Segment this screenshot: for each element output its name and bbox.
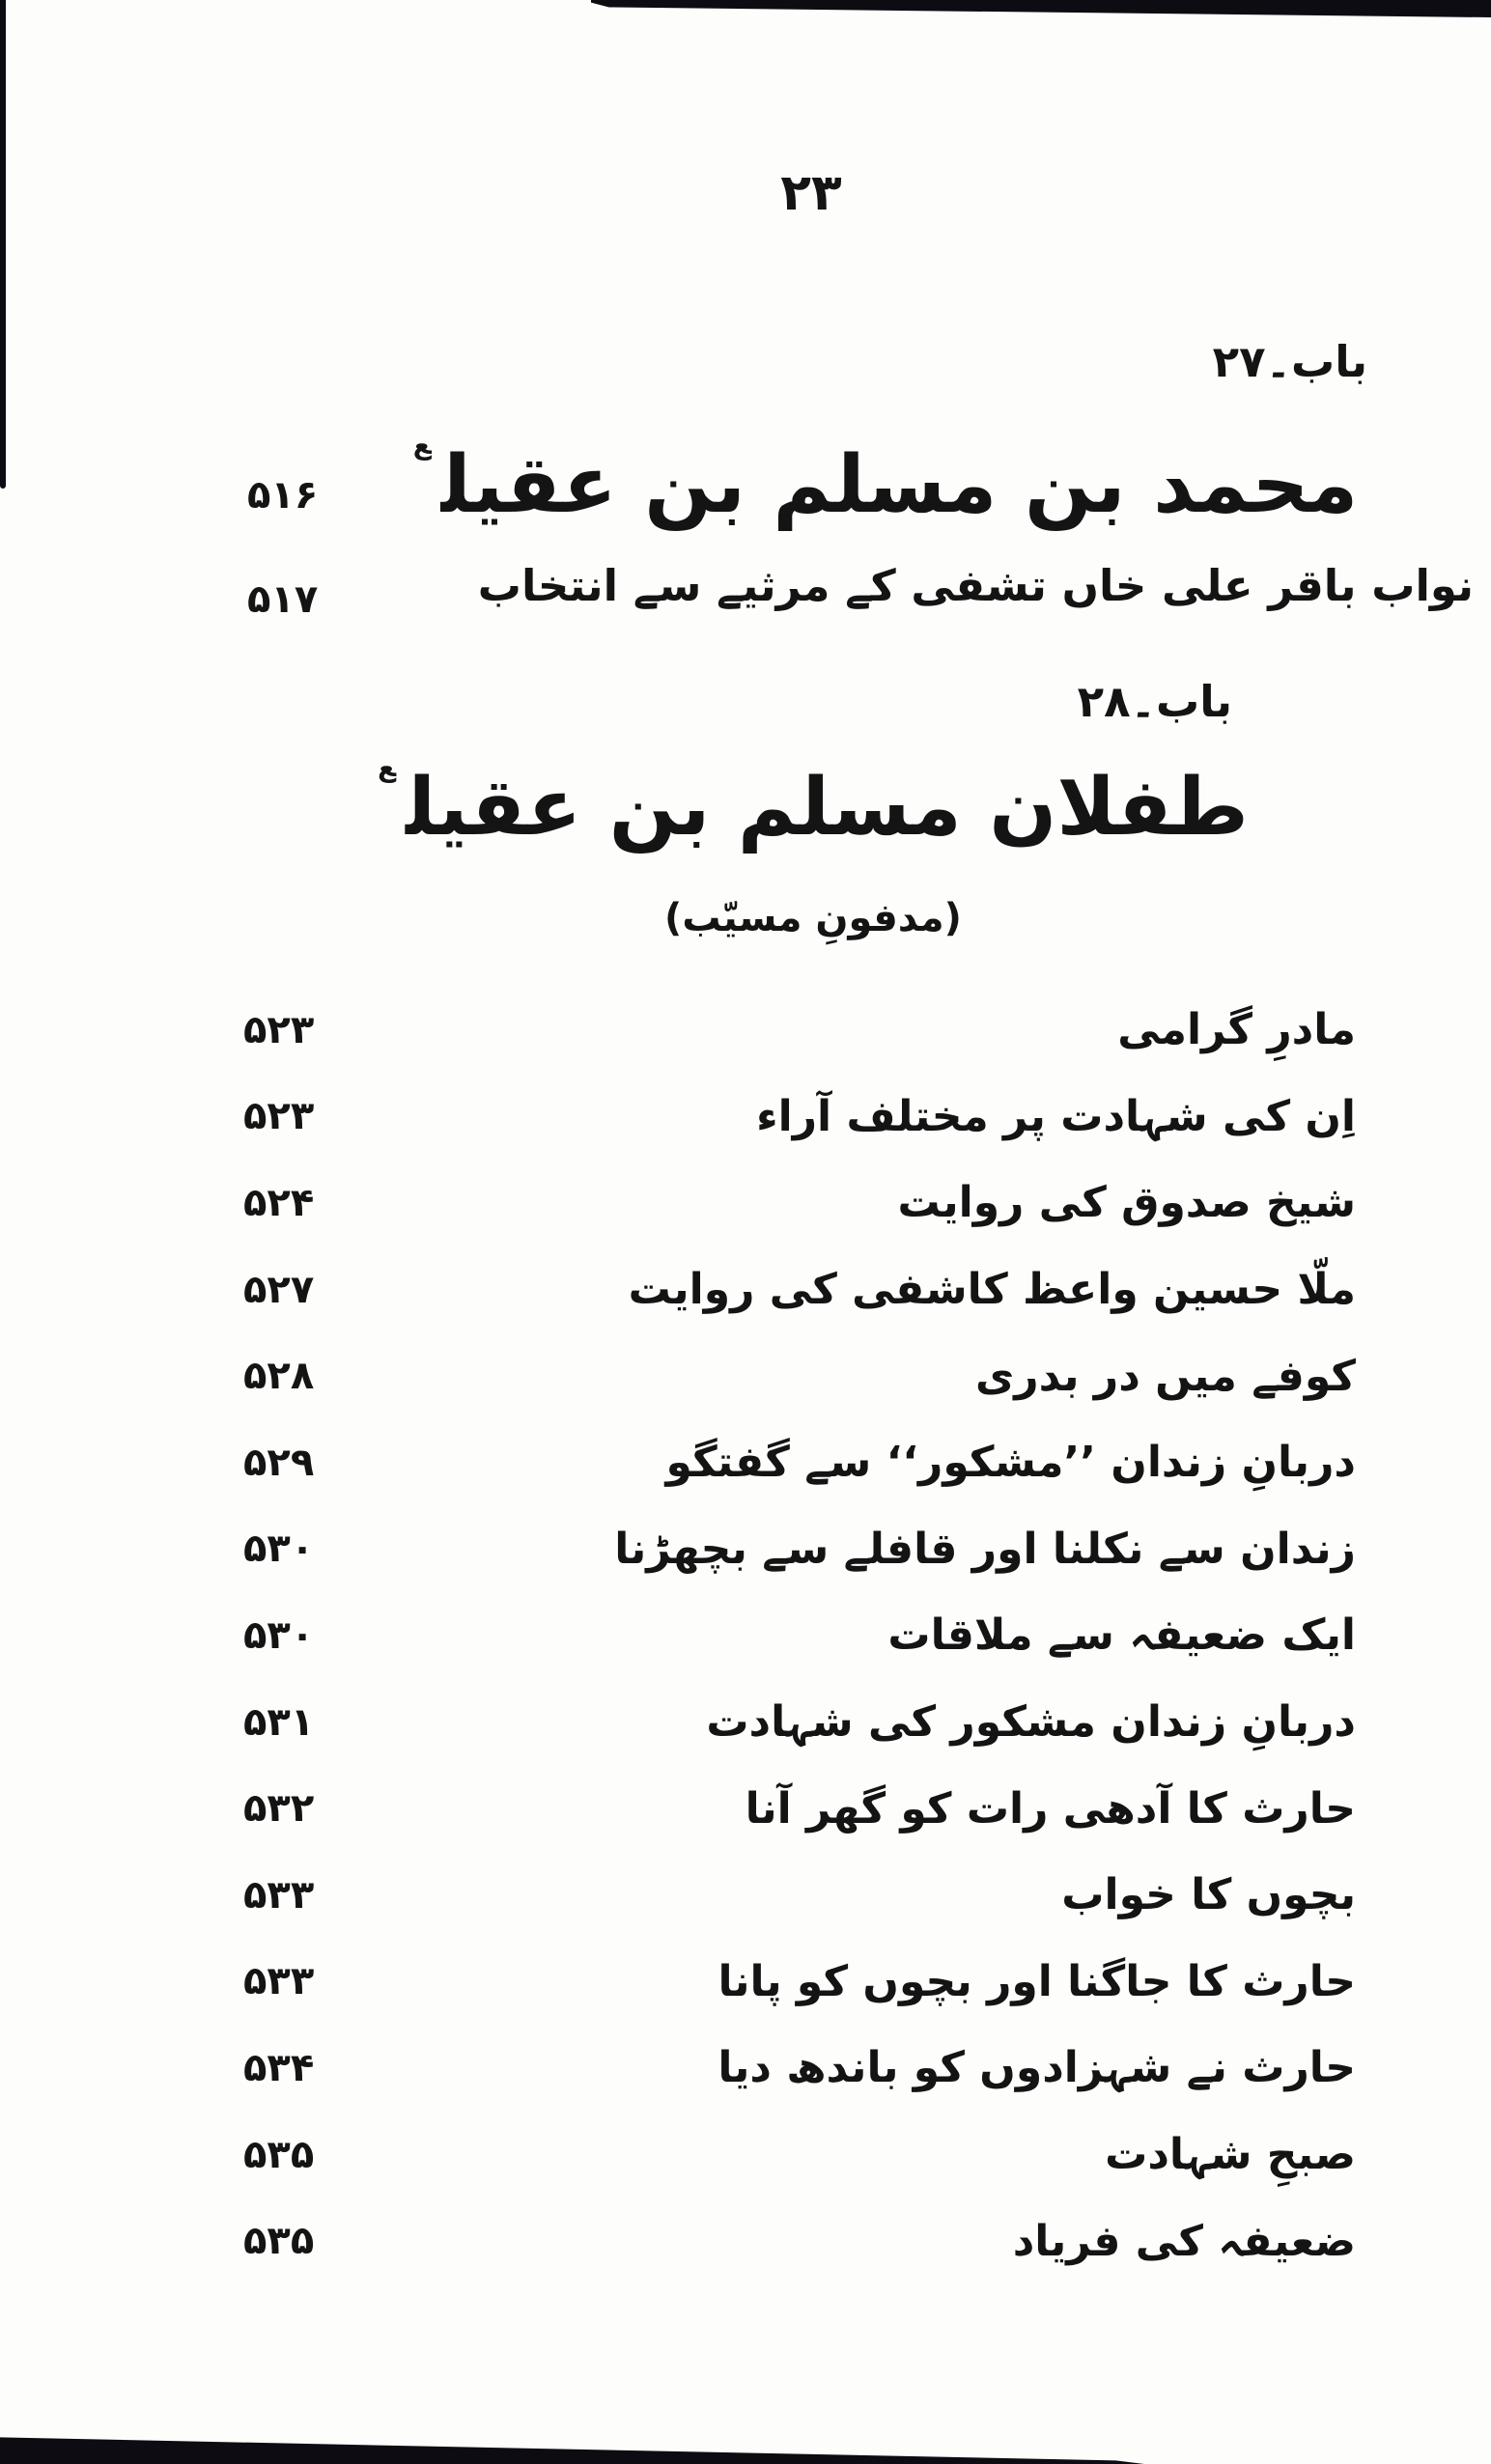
toc-entry-title: دربانِ زندان مشکور کی شہادت xyxy=(706,1697,1356,1748)
chapter-27-title-page-number: ۵۱۶ xyxy=(247,473,319,518)
toc-entry-title: شیخ صدوق کی روایت xyxy=(897,1178,1356,1228)
toc-page-number: ۵۳۳ xyxy=(243,1872,315,1918)
toc-entry-title: اِن کی شہادت پر مختلف آراء xyxy=(756,1091,1356,1141)
toc-entry-title: ملّا حسین واعظ کاشفی کی روایت xyxy=(628,1265,1356,1315)
toc-page-number: ۵۳۴ xyxy=(243,2045,315,2090)
toc-row xyxy=(243,2025,1356,2112)
toc-row xyxy=(243,1074,1356,1161)
page-number: ۲۳ xyxy=(780,164,842,222)
toc-page-number: ۵۲۷ xyxy=(243,1267,315,1312)
toc-row xyxy=(243,1679,1356,1766)
toc-page-number: ۵۳۱ xyxy=(243,1699,315,1745)
toc-entry-title: ضعیفہ کی فریاد xyxy=(1012,2216,1356,2266)
chapter-27-heading: باب۔۲۷ xyxy=(1212,336,1367,387)
toc-entry-title: کوفے میں در بدری xyxy=(974,1351,1356,1401)
toc-entry-title: بچوں کا خواب xyxy=(1061,1870,1356,1920)
toc-row xyxy=(243,1592,1356,1679)
toc-row xyxy=(243,1246,1356,1333)
toc-row xyxy=(243,1765,1356,1852)
selection-entry-title: نواب باقر علی خاں تشفی کے مرثیے سے انتخاب xyxy=(477,560,1474,611)
toc-entry-title: حارث کا آدھی رات کو گھر آنا xyxy=(745,1783,1356,1834)
toc-page-number: ۵۳۳ xyxy=(243,1959,315,2004)
toc-row xyxy=(243,1852,1356,1939)
toc-row xyxy=(243,1939,1356,2026)
chapter-28-title-text: طفلان مسلم بن عقیل xyxy=(406,762,1249,854)
table-of-contents xyxy=(243,987,1356,2284)
alayhis-salam-mark: ع xyxy=(378,750,397,783)
toc-entry-title: مادرِ گرامی xyxy=(1117,1005,1356,1055)
toc-entry-title: حارث نے شہزادوں کو باندھ دیا xyxy=(717,2043,1356,2093)
toc-page-number: ۵۳۵ xyxy=(243,2132,315,2177)
toc-page-number: ۵۳۵ xyxy=(243,2219,315,2264)
toc-page-number: ۵۲۹ xyxy=(243,1440,315,1485)
toc-row xyxy=(243,1506,1356,1593)
toc-entry-title: زندان سے نکلنا اور قافلے سے بچھڑنا xyxy=(614,1524,1356,1574)
chapter-28-title xyxy=(319,750,1308,858)
toc-page-number: ۵۲۳ xyxy=(243,1007,315,1052)
selection-entry-page-number: ۵۱۷ xyxy=(247,577,319,622)
toc-page-number: ۵۲۴ xyxy=(243,1180,315,1225)
toc-page-number: ۵۲۸ xyxy=(243,1354,315,1399)
toc-entry-title: حارث کا جاگنا اور بچوں کو پانا xyxy=(717,1956,1356,2006)
scan-edge-bottom xyxy=(0,2435,1144,2464)
toc-entry-title: ایک ضعیفہ سے ملاقات xyxy=(887,1610,1356,1661)
alayhis-salam-mark: ع xyxy=(412,428,432,461)
toc-row xyxy=(243,2112,1356,2198)
toc-entry-title: دربانِ زندان ’’مشکور‘‘ سے گفتگو xyxy=(665,1438,1356,1488)
scan-edge-left xyxy=(0,0,6,489)
chapter-28-heading: باب۔۲۸ xyxy=(1077,676,1232,727)
toc-page-number: ۵۳۰ xyxy=(243,1526,315,1572)
chapter-27-title xyxy=(328,428,1443,536)
toc-row xyxy=(243,2198,1356,2284)
toc-page-number: ۵۳۲ xyxy=(243,1786,315,1832)
scan-edge-top xyxy=(591,0,1491,21)
chapter-27-title-text: محمد بن مسلم بن عقیل xyxy=(440,439,1359,531)
toc-row xyxy=(243,1160,1356,1246)
toc-row xyxy=(243,1419,1356,1506)
toc-row xyxy=(243,987,1356,1074)
chapter-28-subtitle: (مدفونِ مسیّب) xyxy=(664,896,962,940)
toc-page-number: ۵۳۰ xyxy=(243,1612,315,1658)
toc-entry-title: صبحِ شہادت xyxy=(1105,2130,1356,2180)
toc-row xyxy=(243,1332,1356,1419)
toc-page-number: ۵۲۳ xyxy=(243,1094,315,1139)
